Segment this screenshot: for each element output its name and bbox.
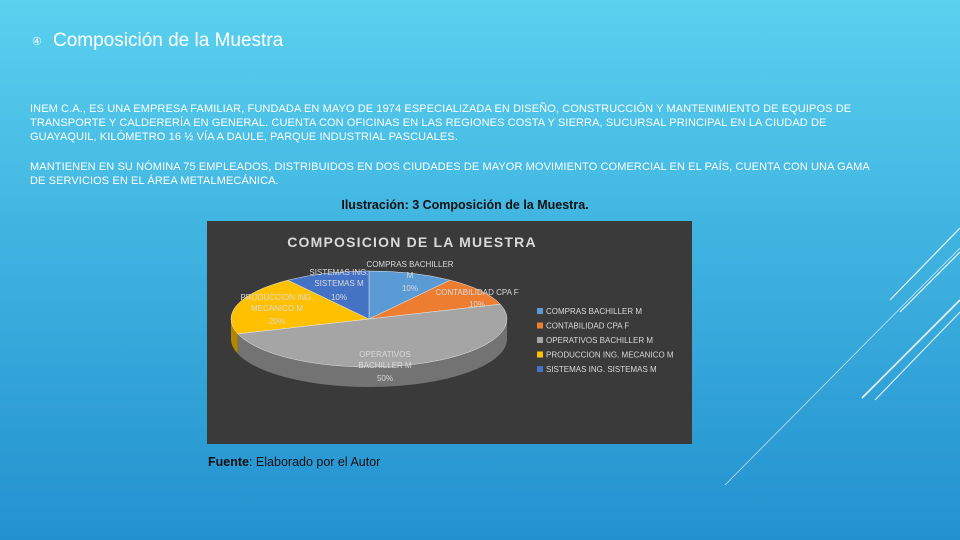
- staff-paragraph: MANTIENEN EN SU NÓMINA 75 EMPLEADOS, DISTRIBUIDOS EN DOS CIUDADES DE MAYOR MOVIMIENTO COMERCIAL EN EL PAÍS, CUENTA CON UNA GAMA DE SERVICIOS EN EL ÁREA METALMECÁNICA.: [30, 161, 870, 187]
- legend-entry-4: PRODUCCION ING. MECANICO M: [546, 350, 674, 360]
- pie-label-5: SISTEMAS ING. SISTEMAS M: [309, 268, 369, 288]
- pie-label-3: OPERATIVOS BACHILLER M: [358, 350, 412, 370]
- legend-swatch-5: [537, 366, 543, 372]
- pie-percent-label-5: 10%: [330, 293, 348, 302]
- pie-label-4: PRODUCCION ING. MECANICO M: [240, 293, 314, 313]
- source-label: Fuente: [208, 455, 249, 469]
- legend-entry-3: OPERATIVOS BACHILLER M: [546, 336, 653, 345]
- chart-title: COMPOSICION DE LA MUESTRA: [287, 234, 537, 250]
- legend-entry-5: SISTEMAS ING. SISTEMAS M: [546, 365, 657, 374]
- decorative-lines: [700, 200, 960, 540]
- intro-paragraph: INEM C.A., ES UNA EMPRESA FAMILIAR, FUNDADA EN MAYO DE 1974 ESPECIALIZADA EN DISEÑO, CONSTRUCCIÓN Y MANTENIMIENTO DE EQUIPOS DE TRANSPORTE Y CALDERERÍA EN GENERAL. CUENTA CON OFICINAS EN LAS REGIONES COSTA Y SIERRA, SUCURSAL PRINCIPAL EN LA CIUDAD DE GUAYAQUIL, KILÓMETRO 16 ½ VÍA A DAULE, PARQUE INDUSTRIAL PASCUALES.: [30, 103, 852, 143]
- pie-percent-label-4: 20%: [268, 317, 286, 326]
- pie-label-2: CONTABILIDAD CPA F: [435, 288, 519, 297]
- legend-swatch-3: [537, 337, 543, 343]
- legend-swatch-2: [537, 323, 543, 329]
- pie-percent-label-3: 50%: [376, 374, 394, 383]
- legend-entry-2: CONTABILIDAD CPA F: [546, 321, 630, 331]
- figure-caption: Ilustración: 3 Composición de la Muestra.: [341, 198, 589, 212]
- slide-title: Composición de la Muestra: [53, 30, 284, 51]
- circled-4-bullet-icon: ④: [32, 36, 42, 48]
- pie-percent-label-2: 10%: [468, 300, 486, 309]
- source-note: [208, 455, 380, 469]
- legend-swatch-1: [537, 308, 543, 314]
- legend-swatch-4: [537, 352, 543, 358]
- legend-entry-1: COMPRAS BACHILLER M: [546, 307, 643, 316]
- pie-chart: [207, 221, 692, 444]
- pie-chart-svg: [207, 221, 692, 444]
- pie-percent-label-1: 10%: [401, 284, 419, 293]
- pie-label-1: COMPRAS BACHILLER M: [366, 260, 454, 280]
- source-text: : Elaborado por el Autor: [248, 455, 381, 469]
